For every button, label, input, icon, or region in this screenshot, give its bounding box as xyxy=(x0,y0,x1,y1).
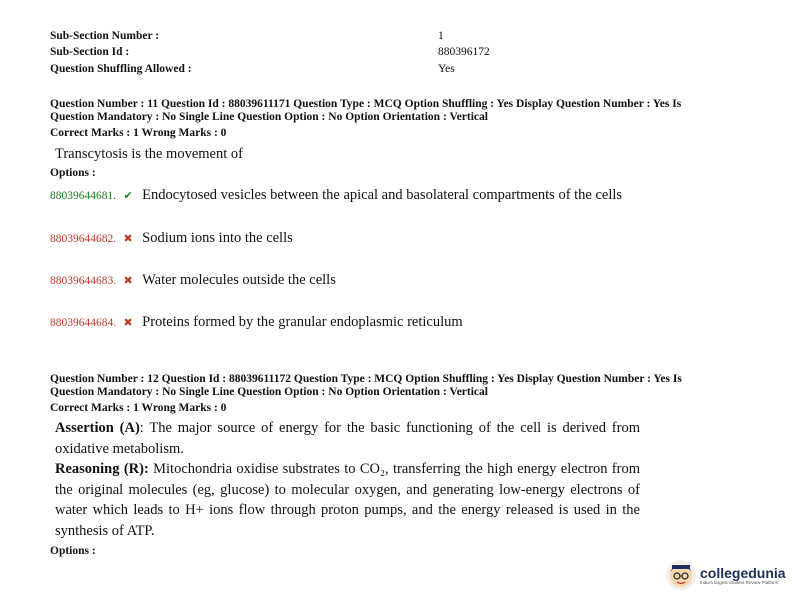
cross-icon: ✖ xyxy=(123,233,133,245)
option-id: 88039644681. xyxy=(50,189,117,202)
option-text: Sodium ions into the cells xyxy=(142,230,293,246)
cross-icon: ✖ xyxy=(123,317,133,329)
q12-options-label: Options : xyxy=(50,545,96,557)
reasoning-label: Reasoning (R): xyxy=(55,461,149,477)
q11-header xyxy=(50,98,750,124)
question-shuffling-value: Yes xyxy=(438,63,455,75)
q12-assertion xyxy=(55,418,640,459)
mascot-icon xyxy=(666,560,696,590)
subsection-number-label: Sub-Section Number : xyxy=(50,30,160,42)
q11-header-line2: Question Mandatory : No Single Line Question Option : No Option Orientation : Vertical xyxy=(50,111,488,123)
q12-header xyxy=(50,373,750,399)
q12-header-line2: Question Mandatory : No Single Line Question Option : No Option Orientation : Vertical xyxy=(50,386,488,398)
q12-marks: Correct Marks : 1 Wrong Marks : 0 xyxy=(50,402,227,414)
subsection-id-label: Sub-Section Id : xyxy=(50,46,130,58)
option-id: 88039644683. xyxy=(50,274,117,287)
q11-option-2 xyxy=(50,230,293,247)
question-shuffling-label: Question Shuffling Allowed : xyxy=(50,63,192,75)
cross-icon: ✖ xyxy=(123,275,133,287)
subsection-number-value: 1 xyxy=(438,30,444,42)
option-text: Endocytosed vesicles between the apical and basolateral compartments of the cells xyxy=(142,187,623,203)
q11-option-3 xyxy=(50,272,336,289)
q12-reasoning xyxy=(55,459,640,541)
check-icon: ✔ xyxy=(123,190,133,202)
q11-option-1 xyxy=(50,187,622,204)
option-id: 88039644682. xyxy=(50,232,117,245)
q11-option-4 xyxy=(50,314,463,331)
q11-question-text: Transcytosis is the movement of xyxy=(55,146,243,162)
logo-tagline: India's largest Student Review Platform xyxy=(700,579,779,585)
q11-options-label: Options : xyxy=(50,167,96,179)
subsection-id-value: 880396172 xyxy=(438,46,490,58)
logo-name: collegedunia xyxy=(700,564,786,581)
option-text: Water molecules outside the cells xyxy=(142,272,336,288)
option-text: Proteins formed by the granular endoplasmic reticulum xyxy=(142,314,463,330)
q11-header-line1: Question Number : 11 Question Id : 88039611171 Question Type : MCQ Option Shuffling : Yes Display Question Number : Yes Is xyxy=(50,98,682,110)
assertion-text: : The major source of energy for the basic functioning of the cell is derived from oxidative metabolism. xyxy=(55,420,640,457)
assertion-label: Assertion (A) xyxy=(55,420,140,436)
option-id: 88039644684. xyxy=(50,316,117,329)
collegedunia-logo xyxy=(666,560,786,590)
reasoning-text: Mitochondria oxidise substrates to CO₂, transferring the high energy electron from the original molecules (eg, glucose) to molecular oxygen, and generating low-energy electrons of water which leads to H+ ions flow through proton pumps, and the energy released is used in the synthesis of ATP. xyxy=(55,461,640,539)
q11-marks: Correct Marks : 1 Wrong Marks : 0 xyxy=(50,127,227,139)
q12-header-line1: Question Number : 12 Question Id : 88039611172 Question Type : MCQ Option Shuffling : Yes Display Question Number : Yes Is xyxy=(50,373,682,385)
